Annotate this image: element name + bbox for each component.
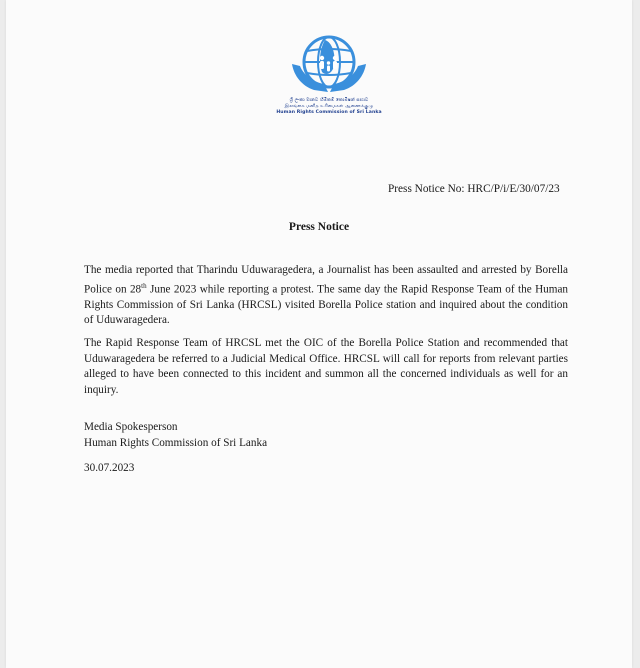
logo-text-tamil: இலங்கை மனித உரிமைகள் ஆணைக்குழு — [284, 104, 374, 109]
hrcsl-logo — [274, 32, 384, 116]
press-notice-number: Press Notice No: HRC/P/i/E/30/07/23 — [388, 183, 560, 195]
signature-role: Media Spokesperson — [84, 421, 178, 433]
paragraph-incident-text-2: June 2023 while reporting a protest. The same day the Rapid Response Team of the Human Rights Commission of Sri Lanka (HRCSL) visited Borella Police station and inquired about the condition of Uduwaragedera. — [84, 283, 569, 327]
document-title: Press Notice — [288, 221, 350, 233]
document-page — [6, 0, 632, 668]
paragraph-incident-text-1: The media reported that Tharindu Uduwaragedera, a Journalist has been assaulted and arrested by Borella Police on 28 — [84, 264, 568, 296]
logo-text-english: Human Rights Commission of Sri Lanka — [276, 110, 382, 115]
hrcsl-globe-family-hands-icon — [288, 32, 370, 98]
document-date: 30.07.2023 — [84, 462, 135, 474]
logo-text-sinhala: ශ්‍රී ලංකා මානව හිමිකම් කොමිෂන් සභාව — [289, 98, 369, 103]
paragraph-incident — [84, 263, 568, 329]
ordinal-suffix: th — [141, 281, 147, 290]
signature-organization: Human Rights Commission of Sri Lanka — [84, 437, 268, 449]
paragraph-recommendation: The Rapid Response Team of HRCSL met the OIC of the Borella Police Station and recommended that Uduwaragedera be referred to a Judicial Medical Office. HRCSL will call for reports from relevant parties alleged to have been connected to this incident and summon all the concerned individuals as well for an inquiry. — [84, 337, 568, 396]
